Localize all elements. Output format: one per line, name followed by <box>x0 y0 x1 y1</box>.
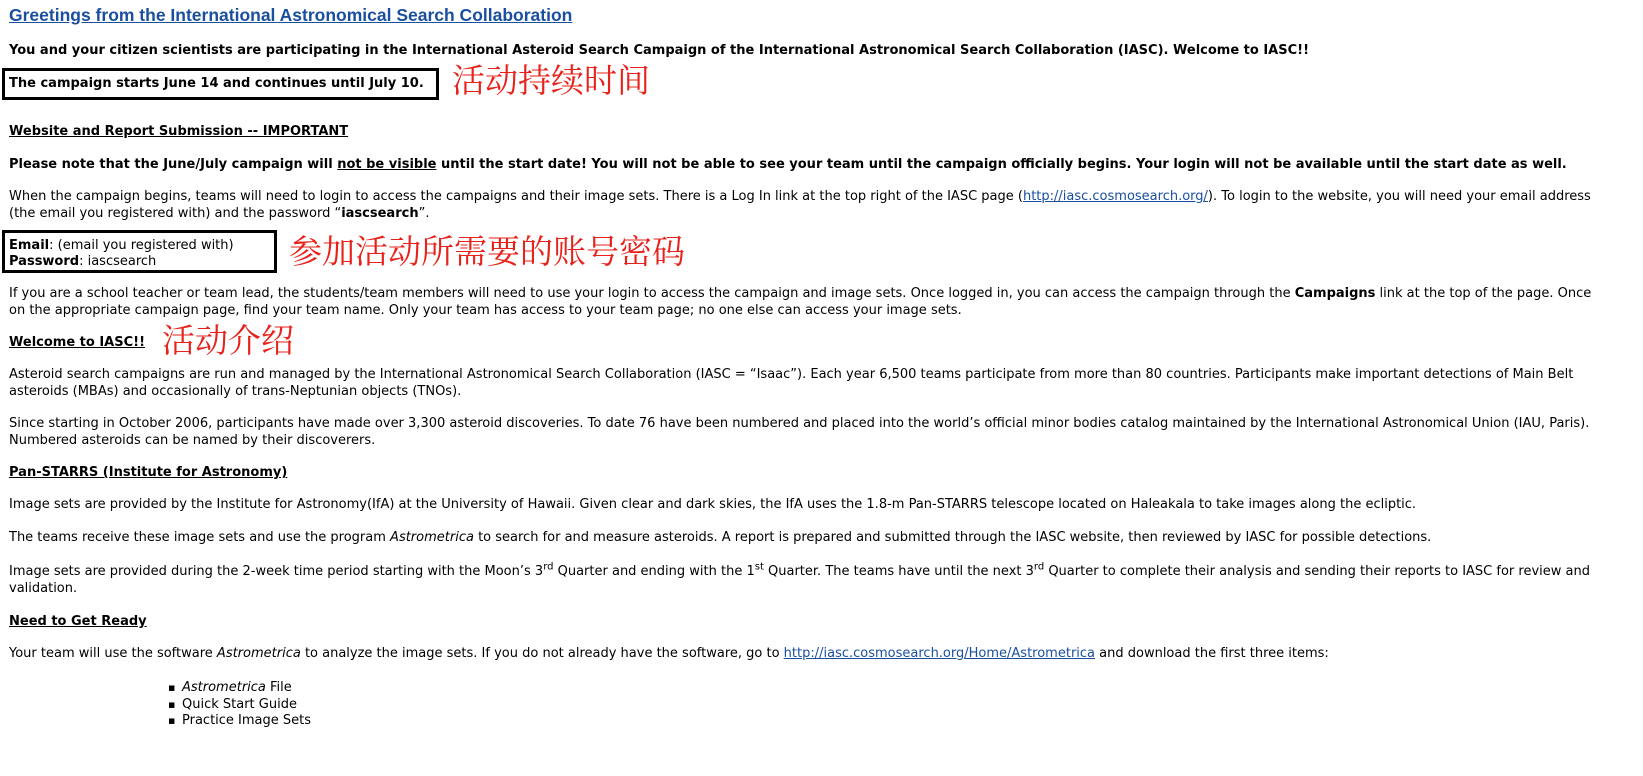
welcome-heading: Welcome to IASC!! <box>9 335 146 350</box>
ready-astrometrica: Astrometrica <box>216 646 301 661</box>
visibility-note-post: until the start date! You will not be able to see your team until the campaign officially begins. Your login will not be available until the start date as well. <box>436 157 1567 172</box>
p3-c: Quarter. The teams have until the next 3 <box>763 564 1034 579</box>
iasc-home-link[interactable]: http://iasc.cosmosearch.org/ <box>1022 189 1208 204</box>
login-pre: When the campaign begins, teams will need to login to access the campaigns and their image sets. There is a Log In link at the top right of the IASC page ( <box>9 189 1023 204</box>
welcome-paragraph-1: Asteroid search campaigns are run and managed by the International Astronomical Search Collaboration (IASC = “Isaac”). Each year 6,500 teams participate from more than 80 countries. Participants make important detections of Main Belt asteroids (MBAs) and occasionally of trans-Neptunian objects (TNOs). <box>9 367 1574 399</box>
download-list <box>168 680 311 730</box>
p3-sup-1: rd <box>543 561 554 573</box>
credentials-email <box>9 238 234 254</box>
p3-sup-3: rd <box>1033 561 1045 573</box>
email-value: : (email you registered with) <box>49 238 234 253</box>
panstarrs-paragraph-2 <box>9 530 1431 546</box>
login-post: ”. <box>418 205 430 221</box>
astrometrica-link[interactable]: http://iasc.cosmosearch.org/Home/Astrometrica <box>783 646 1096 661</box>
teacher-note <box>9 286 1599 319</box>
ready-heading: Need to Get Ready <box>9 614 147 629</box>
p3-a: Image sets are provided during the 2-week time period starting with the Moon’s 3 <box>9 564 544 579</box>
campaigns-link-label: Campaigns <box>1294 286 1376 301</box>
website-heading: Website and Report Submission -- IMPORTANT <box>9 124 349 139</box>
visibility-note-pre: Please note that the June/July campaign will <box>9 157 338 172</box>
p2-post: to search for and measure asteroids. A report is prepared and submitted through the IASC website, then reviewed by IASC for possible detections. <box>473 530 1432 545</box>
login-password: iascsearch <box>341 205 419 221</box>
login-instructions <box>9 189 1599 222</box>
ready-mid: to analyze the image sets. If you do not already have the software, go to <box>300 646 784 661</box>
panstarrs-paragraph-1: Image sets are provided by the Institute for Astronomy(IfA) at the University of Hawaii. Given clear and dark skies, the IfA uses the 1.8-m Pan-STARRS telescope located on Haleakala to take images along the ecliptic. <box>9 497 1417 512</box>
download-item-quick-start-guide: ▪ Quick Start Guide <box>168 697 311 714</box>
download-item-practice-image-sets: ▪ Practice Image Sets <box>168 713 311 730</box>
p3-d: Quarter to complete their analysis and sending their reports to IASC for review and validation. <box>9 564 1590 596</box>
page-title <box>9 5 572 26</box>
welcome-paragraph-2: Since starting in October 2006, participants have made over 3,300 asteroid discoveries. To date 76 have been numbered and placed into the world’s official minor bodies catalog maintained by the International Astronomical Union (IAU, Paris). Numbered asteroids can be named by their discoverers. <box>9 416 1590 448</box>
password-value: : iascsearch <box>79 254 157 269</box>
visibility-note <box>9 157 1567 173</box>
download-item-astrometrica-file <box>168 680 311 697</box>
p3-sup-2: st <box>754 561 764 573</box>
teacher-note-pre: If you are a school teacher or team lead, the students/team members will need to use your login to access the campaign and image sets. Once logged in, you can access the campaign through the <box>9 286 1295 301</box>
p2-pre: The teams receive these image sets and use the program <box>9 530 391 545</box>
campaign-dates: The campaign starts June 14 and continues until July 10. <box>9 76 424 91</box>
credentials-password <box>9 254 156 270</box>
login-mid: ). To login to the website, you will need your email address (the email you registered with) and the password “ <box>9 189 1591 221</box>
visibility-note-underlined: not be visible <box>337 157 437 172</box>
ready-post: and download the first three items: <box>1095 646 1329 661</box>
p2-astrometrica: Astrometrica <box>390 530 474 545</box>
item-file: File <box>265 680 292 695</box>
panstarrs-heading: Pan-STARRS (Institute for Astronomy) <box>9 465 288 480</box>
panstarrs-paragraph-3 <box>9 563 1599 597</box>
annotation-credentials: 参加活动所需要的账号密码 <box>289 232 685 271</box>
ready-paragraph <box>9 646 1329 662</box>
ready-pre: Your team will use the software <box>9 646 217 661</box>
annotation-duration: 活动持续时间 <box>452 61 650 100</box>
teacher-note-post: link at the top of the page. Once on the appropriate campaign page, find your team name. Only your team has access to your team page; no one else can access your image sets. <box>9 286 1592 318</box>
p3-b: Quarter and ending with the 1 <box>553 564 755 579</box>
password-label: Password <box>9 254 80 269</box>
item-astrometrica: Astrometrica <box>182 680 266 695</box>
intro-text: You and your citizen scientists are participating in the International Asteroid Search Campaign of the International Astronomical Search Collaboration (IASC). Welcome to IASC!! <box>9 43 1309 58</box>
email-label: Email <box>9 238 50 253</box>
annotation-intro: 活动介绍 <box>162 321 294 360</box>
page-title-link[interactable]: Greetings from the International Astronomical Search Collaboration <box>9 5 573 25</box>
